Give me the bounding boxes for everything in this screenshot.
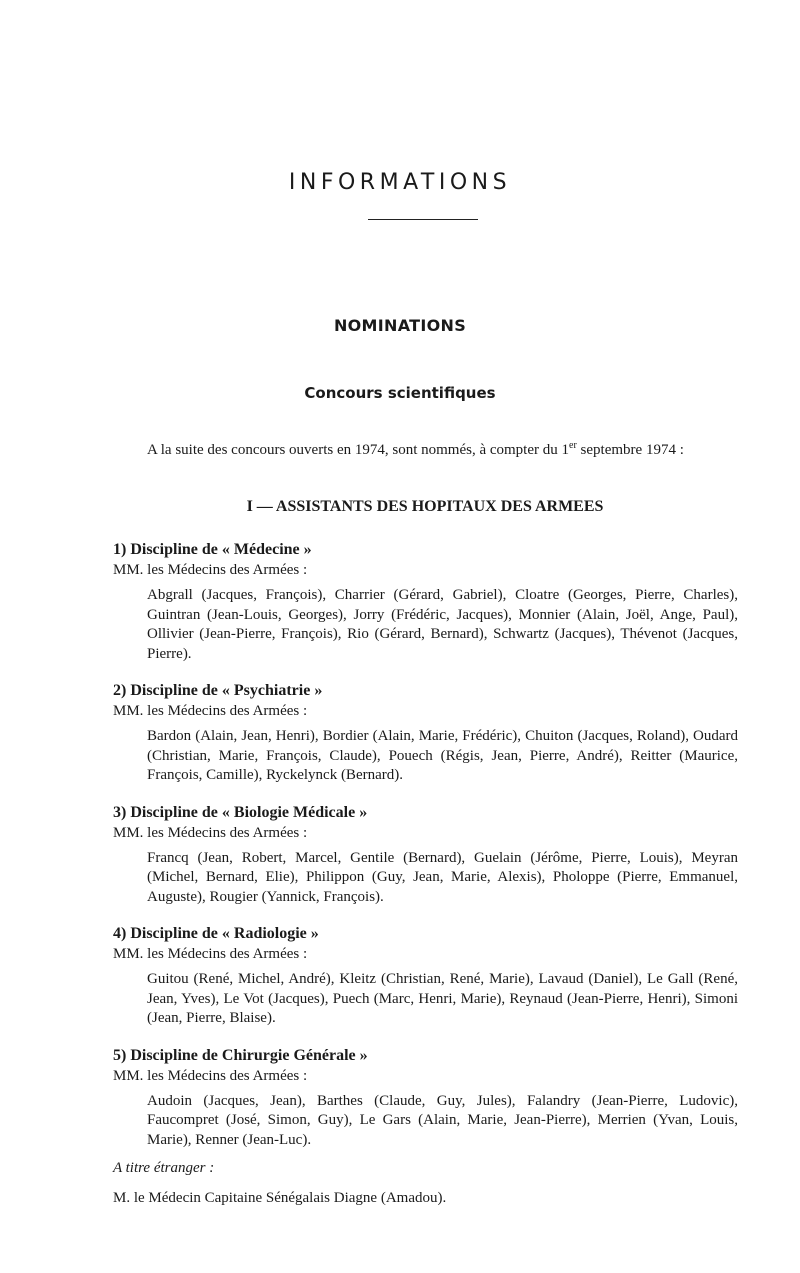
discipline-block: [113, 539, 738, 664]
intro-text-end: septembre 1974 :: [576, 442, 684, 458]
title-divider: [368, 219, 478, 220]
discipline-label-text: 1) Discipline de « Médecine »: [113, 541, 312, 558]
discipline-label: [113, 802, 738, 823]
discipline-label-text: 3) Discipline de « Biologie Médicale »: [113, 803, 368, 821]
discipline-label-text: 5) Discipline de Chirurgie Générale »: [113, 1046, 368, 1064]
discipline-block: [113, 802, 738, 908]
discipline-recipients: MM. les Médecins des Armées :: [113, 1067, 308, 1084]
discipline-label-text: 2) Discipline de « Psychiatrie »: [113, 682, 323, 699]
discipline-label: [113, 680, 738, 701]
discipline-names: Bardon (Alain, Jean, Henri), Bordier (Alain, Marie, Frédéric), Chuiton (Jacques, Roland), Oudard (Christian, Marie, François, Claude), Pouech (Régis, Jean, Pierre, André), Reitter (Maurice, François, Camille), Ryckelynck (Bernard).: [147, 728, 738, 783]
intro-paragraph: [113, 435, 735, 461]
discipline-label: [113, 923, 738, 944]
page-title: INFORMATIONS: [288, 170, 512, 195]
foreign-label: A titre étranger :: [113, 1160, 215, 1176]
disciplines-list: [113, 539, 738, 1208]
section-heading-nominations: NOMINATIONS: [333, 316, 467, 335]
intro-superscript: er: [569, 440, 577, 451]
discipline-block: [113, 923, 738, 1029]
discipline-recipients: MM. les Médecins des Armées :: [113, 703, 308, 719]
discipline-recipients: MM. les Médecins des Armées :: [113, 562, 308, 578]
discipline-label-text: 4) Discipline de « Radiologie »: [113, 925, 319, 942]
discipline-names: Abgrall (Jacques, François), Charrier (Gérard, Gabriel), Cloatre (Georges, Pierre, Charles), Guintran (Jean-Louis, Georges), Jorry (Frédéric, Jacques), Monnier (Alain, Joël, Ange, Paul), Ollivier (Jean-Pierre, François), Rio (Gérard, Bernard), Schwartz (Jacques), Thévenot (Jacques, Pierre).: [147, 587, 738, 662]
discipline-names: Guitou (René, Michel, André), Kleitz (Christian, René, Marie), Lavaud (Daniel), Le Gall (René, Jean, Yves), Le Vot (Jacques), Puech (Marc, Henri, Marie), Reynaud (Jean-Pierre, Henri), Simoni (Jean, Pierre, Blaise).: [147, 971, 738, 1026]
discipline-block: [113, 1045, 738, 1151]
section-title: I — ASSISTANTS DES HOPITAUX DES ARMEES: [246, 498, 604, 515]
discipline-block: [113, 680, 738, 786]
discipline-label: [113, 539, 738, 560]
discipline-names: Francq (Jean, Robert, Marcel, Gentile (Bernard), Guelain (Jérôme, Pierre, Louis), Meyran (Michel, Bernard, Elie), Philippon (Guy, Jean, Marie, Alexis), Pholoppe (Pierre, Emmanuel, Auguste), Rougier (Yannick, François).: [147, 849, 738, 905]
foreign-nominee: M. le Médecin Capitaine Sénégalais Diagne (Amadou).: [113, 1190, 447, 1206]
subheading-concours: Concours scientifiques: [304, 384, 496, 402]
discipline-recipients: MM. les Médecins des Armées :: [113, 946, 308, 962]
discipline-names: Audoin (Jacques, Jean), Barthes (Claude, Guy, Jules), Falandry (Jean-Pierre, Ludovic), Faucompret (José, Simon, Guy), Le Gars (Alain, Marie, Jean-Pierre), Merrien (Yvan, Louis, Marie), Renner (Jean-Luc).: [147, 1092, 738, 1148]
intro-text: A la suite des concours ouverts en 1974, sont nommés, à compter du 1: [147, 442, 570, 458]
discipline-recipients: MM. les Médecins des Armées :: [113, 824, 308, 841]
discipline-label: [113, 1045, 738, 1066]
